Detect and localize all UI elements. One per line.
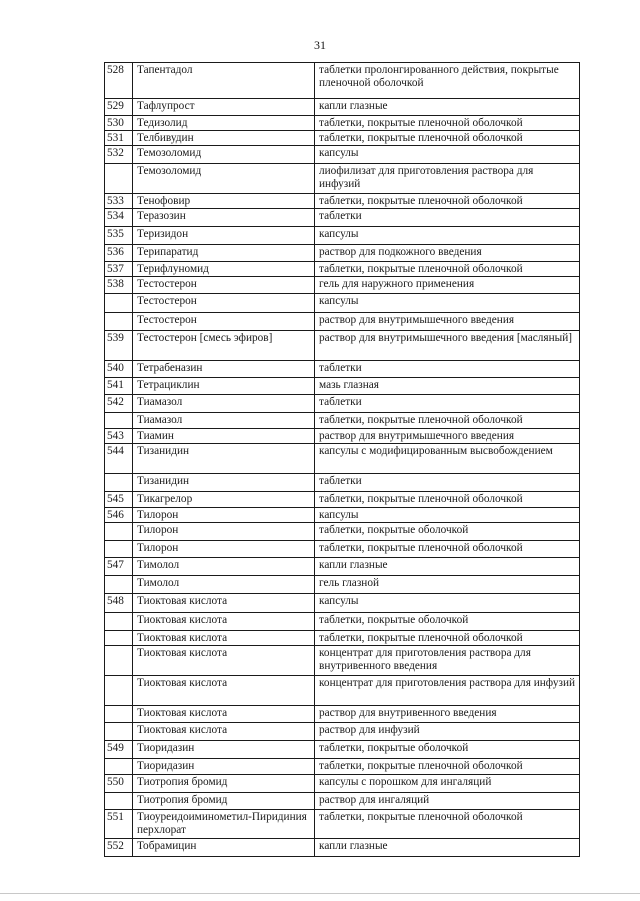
table-row xyxy=(105,775,580,793)
table-row xyxy=(105,576,580,594)
table-row xyxy=(105,676,580,706)
drug-name-cell: Тиоктовая кислота xyxy=(133,631,315,646)
dosage-form-cell: таблетки xyxy=(315,395,580,413)
table-row xyxy=(105,723,580,741)
drug-name-cell: Тиоктовая кислота xyxy=(133,594,315,613)
row-number-cell xyxy=(105,723,133,741)
table-row xyxy=(105,395,580,413)
dosage-form-cell: таблетки, покрытые пленочной оболочкой xyxy=(315,116,580,131)
row-number-cell: 549 xyxy=(105,741,133,759)
drug-name-cell: Тестостерон xyxy=(133,313,315,331)
row-number-cell: 539 xyxy=(105,331,133,361)
drug-name-cell: Темозоломид xyxy=(133,164,315,194)
dosage-form-cell: капсулы xyxy=(315,227,580,245)
row-number-cell xyxy=(105,474,133,492)
table-row xyxy=(105,262,580,277)
table-row xyxy=(105,413,580,429)
row-number-cell: 545 xyxy=(105,492,133,508)
drug-name-cell: Тафлупрост xyxy=(133,99,315,116)
drug-list-table xyxy=(104,62,580,857)
dosage-form-cell: таблетки, покрытые пленочной оболочкой xyxy=(315,131,580,146)
table-row xyxy=(105,378,580,395)
dosage-form-cell: таблетки xyxy=(315,209,580,227)
drug-name-cell: Тетрациклин xyxy=(133,378,315,395)
dosage-form-cell: капли глазные xyxy=(315,99,580,116)
table-row xyxy=(105,99,580,116)
row-number-cell: 534 xyxy=(105,209,133,227)
row-number-cell: 536 xyxy=(105,245,133,262)
drug-name-cell: Тетрабеназин xyxy=(133,361,315,378)
row-number-cell xyxy=(105,294,133,313)
table-row xyxy=(105,541,580,558)
drug-name-cell: Тобрамицин xyxy=(133,839,315,857)
dosage-form-cell: раствор для инфузий xyxy=(315,723,580,741)
table-row xyxy=(105,594,580,613)
row-number-cell xyxy=(105,523,133,541)
dosage-form-cell: раствор для внутривенного введения xyxy=(315,706,580,723)
table-row xyxy=(105,429,580,444)
row-number-cell xyxy=(105,413,133,429)
dosage-form-cell: гель для наружного применения xyxy=(315,277,580,294)
drug-name-cell: Тиоктовая кислота xyxy=(133,613,315,631)
drug-name-cell: Телбивудин xyxy=(133,131,315,146)
dosage-form-cell: капли глазные xyxy=(315,558,580,576)
row-number-cell: 537 xyxy=(105,262,133,277)
drug-name-cell: Тестостерон xyxy=(133,294,315,313)
dosage-form-cell: капли глазные xyxy=(315,839,580,857)
table-row xyxy=(105,558,580,576)
drug-name-cell: Тилорон xyxy=(133,541,315,558)
dosage-form-cell: таблетки, покрытые пленочной оболочкой xyxy=(315,262,580,277)
row-number-cell: 529 xyxy=(105,99,133,116)
table-row xyxy=(105,361,580,378)
table-row xyxy=(105,146,580,164)
drug-name-cell: Тиоридазин xyxy=(133,759,315,775)
table-row xyxy=(105,444,580,474)
table-row xyxy=(105,164,580,194)
drug-name-cell: Тиотропия бромид xyxy=(133,775,315,793)
dosage-form-cell: лиофилизат для приготовления раствора для инфузий xyxy=(315,164,580,194)
dosage-form-cell: раствор для ингаляций xyxy=(315,793,580,810)
dosage-form-cell: таблетки, покрытые пленочной оболочкой xyxy=(315,541,580,558)
row-number-cell xyxy=(105,676,133,706)
drug-name-cell: Тиоктовая кислота xyxy=(133,646,315,676)
row-number-cell: 548 xyxy=(105,594,133,613)
row-number-cell xyxy=(105,613,133,631)
row-number-cell: 540 xyxy=(105,361,133,378)
table-row xyxy=(105,194,580,209)
drug-name-cell: Тиоуреидоиминометил-Пиридиния перхлорат xyxy=(133,810,315,839)
table-row xyxy=(105,313,580,331)
drug-name-cell: Тиоридазин xyxy=(133,741,315,759)
table-row xyxy=(105,793,580,810)
dosage-form-cell: раствор для внутримышечного введения xyxy=(315,313,580,331)
drug-name-cell: Тиотропия бромид xyxy=(133,793,315,810)
row-number-cell: 546 xyxy=(105,508,133,523)
table-row xyxy=(105,508,580,523)
row-number-cell: 535 xyxy=(105,227,133,245)
dosage-form-cell: раствор для внутримышечного введения [масляный] xyxy=(315,331,580,361)
table-row xyxy=(105,277,580,294)
drug-list-body xyxy=(105,63,580,857)
drug-name-cell: Тиамазол xyxy=(133,413,315,429)
table-row xyxy=(105,646,580,676)
row-number-cell xyxy=(105,646,133,676)
drug-name-cell: Теризидон xyxy=(133,227,315,245)
row-number-cell xyxy=(105,793,133,810)
dosage-form-cell: таблетки, покрытые оболочкой xyxy=(315,613,580,631)
table-row xyxy=(105,706,580,723)
dosage-form-cell: капсулы xyxy=(315,508,580,523)
page-bottom-edge xyxy=(0,893,640,894)
row-number-cell: 552 xyxy=(105,839,133,857)
drug-name-cell: Тенофовир xyxy=(133,194,315,209)
drug-name-cell: Тестостерон xyxy=(133,277,315,294)
dosage-form-cell: таблетки, покрытые пленочной оболочкой xyxy=(315,413,580,429)
dosage-form-cell: мазь глазная xyxy=(315,378,580,395)
row-number-cell: 531 xyxy=(105,131,133,146)
table-row xyxy=(105,116,580,131)
drug-name-cell: Темозоломид xyxy=(133,146,315,164)
dosage-form-cell: таблетки, покрытые пленочной оболочкой xyxy=(315,810,580,839)
row-number-cell xyxy=(105,759,133,775)
row-number-cell: 528 xyxy=(105,63,133,99)
drug-name-cell: Тиамин xyxy=(133,429,315,444)
drug-name-cell: Тикагрелор xyxy=(133,492,315,508)
dosage-form-cell: раствор для подкожного введения xyxy=(315,245,580,262)
drug-name-cell: Терифлуномид xyxy=(133,262,315,277)
row-number-cell: 543 xyxy=(105,429,133,444)
table-row xyxy=(105,245,580,262)
drug-name-cell: Тапентадол xyxy=(133,63,315,99)
dosage-form-cell: таблетки, покрытые оболочкой xyxy=(315,523,580,541)
dosage-form-cell: концентрат для приготовления раствора для внутривенного введения xyxy=(315,646,580,676)
row-number-cell xyxy=(105,164,133,194)
drug-name-cell: Тиоктовая кислота xyxy=(133,723,315,741)
dosage-form-cell: таблетки xyxy=(315,474,580,492)
drug-name-cell: Тиамазол xyxy=(133,395,315,413)
table-row xyxy=(105,741,580,759)
row-number-cell xyxy=(105,706,133,723)
dosage-form-cell: таблетки, покрытые пленочной оболочкой xyxy=(315,492,580,508)
dosage-form-cell: капсулы xyxy=(315,294,580,313)
table-row xyxy=(105,839,580,857)
dosage-form-cell: капсулы xyxy=(315,146,580,164)
drug-name-cell: Терипаратид xyxy=(133,245,315,262)
table-row xyxy=(105,131,580,146)
dosage-form-cell: таблетки пролонгированного действия, покрытые пленочной оболочкой xyxy=(315,63,580,99)
dosage-form-cell: таблетки xyxy=(315,361,580,378)
drug-name-cell: Тимолол xyxy=(133,576,315,594)
table-row xyxy=(105,810,580,839)
drug-name-cell: Тестостерон [смесь эфиров] xyxy=(133,331,315,361)
drug-name-cell: Тилорон xyxy=(133,508,315,523)
table-row xyxy=(105,523,580,541)
row-number-cell: 541 xyxy=(105,378,133,395)
row-number-cell: 551 xyxy=(105,810,133,839)
row-number-cell: 530 xyxy=(105,116,133,131)
drug-name-cell: Тиоктовая кислота xyxy=(133,676,315,706)
page-number: 31 xyxy=(314,38,326,52)
table-row xyxy=(105,294,580,313)
table-row xyxy=(105,613,580,631)
dosage-form-cell: таблетки, покрытые пленочной оболочкой xyxy=(315,631,580,646)
table-row xyxy=(105,474,580,492)
row-number-cell: 544 xyxy=(105,444,133,474)
drug-name-cell: Тиоктовая кислота xyxy=(133,706,315,723)
dosage-form-cell: раствор для внутримышечного введения xyxy=(315,429,580,444)
row-number-cell: 533 xyxy=(105,194,133,209)
table-row xyxy=(105,631,580,646)
drug-name-cell: Тизанидин xyxy=(133,474,315,492)
dosage-form-cell: капсулы с модифицированным высвобождением xyxy=(315,444,580,474)
row-number-cell xyxy=(105,541,133,558)
row-number-cell: 538 xyxy=(105,277,133,294)
table-row xyxy=(105,63,580,99)
row-number-cell: 547 xyxy=(105,558,133,576)
table-row xyxy=(105,209,580,227)
dosage-form-cell: концентрат для приготовления раствора для инфузий xyxy=(315,676,580,706)
row-number-cell: 542 xyxy=(105,395,133,413)
dosage-form-cell: гель глазной xyxy=(315,576,580,594)
drug-name-cell: Тедизолид xyxy=(133,116,315,131)
row-number-cell: 550 xyxy=(105,775,133,793)
drug-name-cell: Тизанидин xyxy=(133,444,315,474)
row-number-cell xyxy=(105,576,133,594)
table-row xyxy=(105,227,580,245)
dosage-form-cell: таблетки, покрытые пленочной оболочкой xyxy=(315,759,580,775)
row-number-cell xyxy=(105,313,133,331)
table-row xyxy=(105,492,580,508)
dosage-form-cell: капсулы xyxy=(315,594,580,613)
drug-name-cell: Тилорон xyxy=(133,523,315,541)
dosage-form-cell: капсулы с порошком для ингаляций xyxy=(315,775,580,793)
drug-name-cell: Тимолол xyxy=(133,558,315,576)
drug-name-cell: Теразозин xyxy=(133,209,315,227)
table-row xyxy=(105,759,580,775)
dosage-form-cell: таблетки, покрытые пленочной оболочкой xyxy=(315,194,580,209)
dosage-form-cell: таблетки, покрытые оболочкой xyxy=(315,741,580,759)
table-row xyxy=(105,331,580,361)
row-number-cell xyxy=(105,631,133,646)
row-number-cell: 532 xyxy=(105,146,133,164)
